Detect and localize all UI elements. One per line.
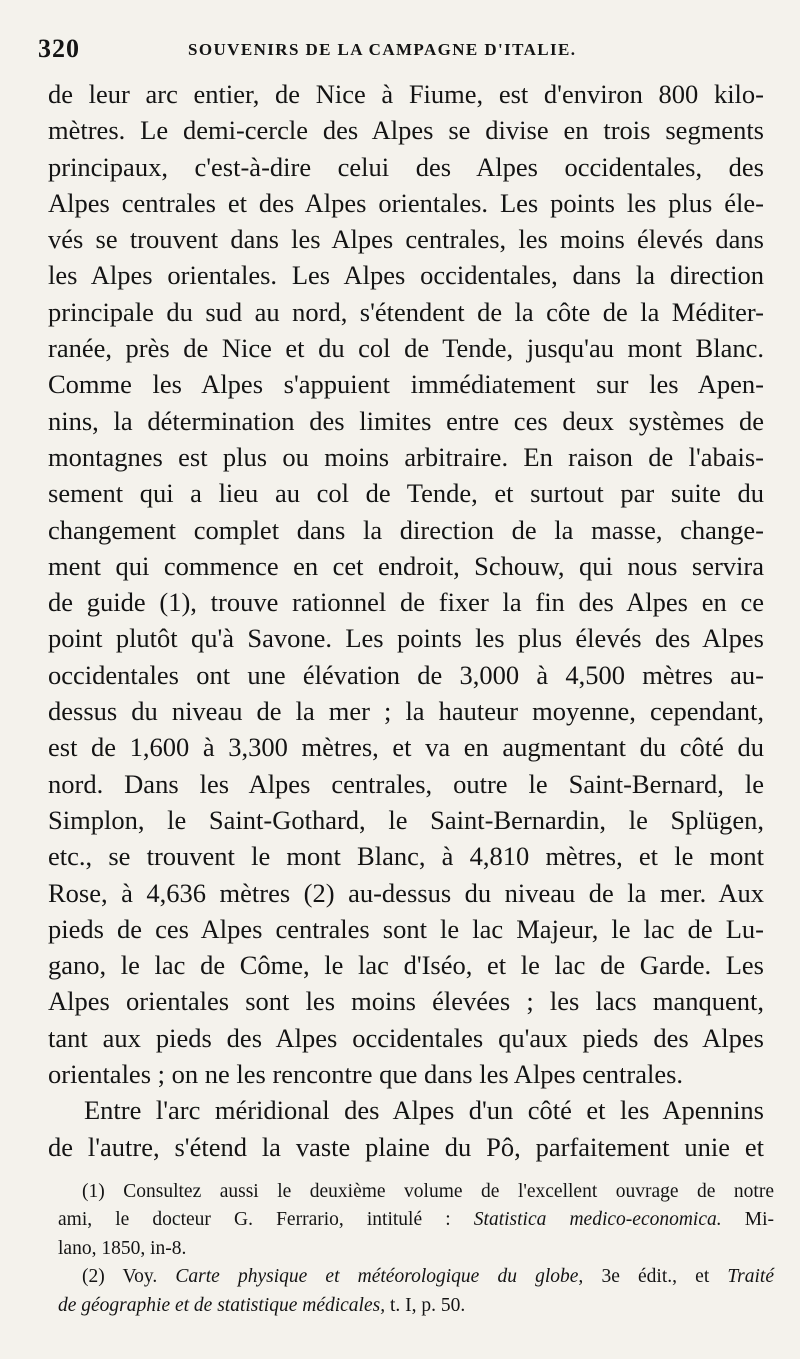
body-line: occidentales ont une élévation de 3,000 à 4,500 mètres au- xyxy=(48,659,764,690)
footnote-text: 3e édit., et xyxy=(583,1266,728,1288)
body-line: dessus du niveau de la mer ; la hauteur moyenne, cependant, xyxy=(48,696,764,727)
footnote-title-italic: Carte physique et météorologique du globe, xyxy=(175,1266,584,1288)
body-line: sement qui a lieu au col de Tende, et surtout par suite du xyxy=(48,478,764,509)
body-line: de l'autre, s'étend la vaste plaine du Pô, parfaitement unie et xyxy=(48,1131,764,1162)
body-line: Simplon, le Saint-Gothard, le Saint-Bernardin, le Splügen, xyxy=(48,804,764,835)
body-line: vés se trouvent dans les Alpes centrales, les moins élevés dans xyxy=(48,224,764,255)
body-line: est de 1,600 à 3,300 mètres, et va en augmentant du côté du xyxy=(48,732,764,763)
body-line: ment qui commence en cet endroit, Schouw, qui nous servira xyxy=(48,550,764,581)
body-line: de leur arc entier, de Nice à Fiume, est d'environ 800 kilo- xyxy=(48,79,764,109)
body-line: les Alpes orientales. Les Alpes occidentales, dans la direction xyxy=(48,260,764,291)
footnotes xyxy=(58,1178,774,1320)
body-line: Entre l'arc méridional des Alpes d'un côté et les Apennins xyxy=(84,1095,764,1126)
body-line: mètres. Le demi-cercle des Alpes se divise en trois segments xyxy=(48,115,764,146)
body-line: Alpes orientales sont les moins élevées ; les lacs manquent, xyxy=(48,986,764,1017)
body-line: principaux, c'est-à-dire celui des Alpes occidentales, des xyxy=(48,151,764,182)
body-line: Comme les Alpes s'appuient immédiatement sur les Apen- xyxy=(48,369,764,400)
footnote-1-line: (1) Consultez aussi le deuxième volume de l'excellent ouvrage de notre xyxy=(82,1181,774,1202)
body-line: ranée, près de Nice et du col de Tende, jusqu'au mont Blanc. xyxy=(48,333,764,364)
footnote-title-italic: Traité xyxy=(727,1266,775,1288)
running-title: SOUVENIRS DE LA CAMPAGNE D'ITALIE. xyxy=(188,40,577,59)
body-line: orientales ; on ne les rencontre que dans les Alpes centrales. xyxy=(48,1059,684,1090)
body-text xyxy=(48,76,764,1165)
body-line: Rose, à 4,636 mètres (2) au-dessus du niveau de la mer. Aux xyxy=(48,877,764,908)
footnote-2-line xyxy=(58,1263,774,1291)
footnote-2-line xyxy=(58,1292,774,1320)
body-line: nins, la détermination des limites entre ces deux systèmes de xyxy=(48,405,764,436)
footnote-title-italic: Statistica medico-economica. xyxy=(473,1209,722,1231)
page-number: 320 xyxy=(38,34,80,63)
body-line: changement complet dans la direction de la masse, change- xyxy=(48,514,764,545)
body-line: gano, le lac de Côme, le lac d'Iséo, et le lac de Garde. Les xyxy=(48,950,764,981)
footnote-1-line xyxy=(58,1206,774,1234)
body-line: principale du sud au nord, s'étendent de la côte de la Méditer- xyxy=(48,296,764,327)
running-head xyxy=(38,34,762,66)
body-line: etc., se trouvent le mont Blanc, à 4,810 mètres, et le mont xyxy=(48,841,764,872)
footnote-title-italic: de géographie et de statistique médicales, xyxy=(58,1294,386,1316)
footnote-text: Mi- xyxy=(721,1209,774,1231)
body-line: pieds de ces Alpes centrales sont le lac Majeur, le lac de Lu- xyxy=(48,913,764,944)
body-line: Alpes centrales et des Alpes orientales. Les points les plus éle- xyxy=(48,187,764,218)
body-line: tant aux pieds des Alpes occidentales qu'aux pieds des Alpes xyxy=(48,1022,764,1053)
body-line: point plutôt qu'à Savone. Les points les plus élevés des Alpes xyxy=(48,623,764,654)
body-line: montagnes est plus ou moins arbitraire. En raison de l'abais- xyxy=(48,441,764,472)
footnote-1-line: lano, 1850, in-8. xyxy=(58,1237,187,1259)
footnote-text: (2) Voy. xyxy=(82,1266,176,1288)
body-line: de guide (1), trouve rationnel de fixer la fin des Alpes en ce xyxy=(48,587,764,618)
footnote-text: ami, le docteur G. Ferrario, intitulé : xyxy=(58,1209,474,1231)
footnote-text: t. I, p. 50. xyxy=(385,1294,466,1316)
body-line: nord. Dans les Alpes centrales, outre le Saint-Bernard, le xyxy=(48,768,764,799)
